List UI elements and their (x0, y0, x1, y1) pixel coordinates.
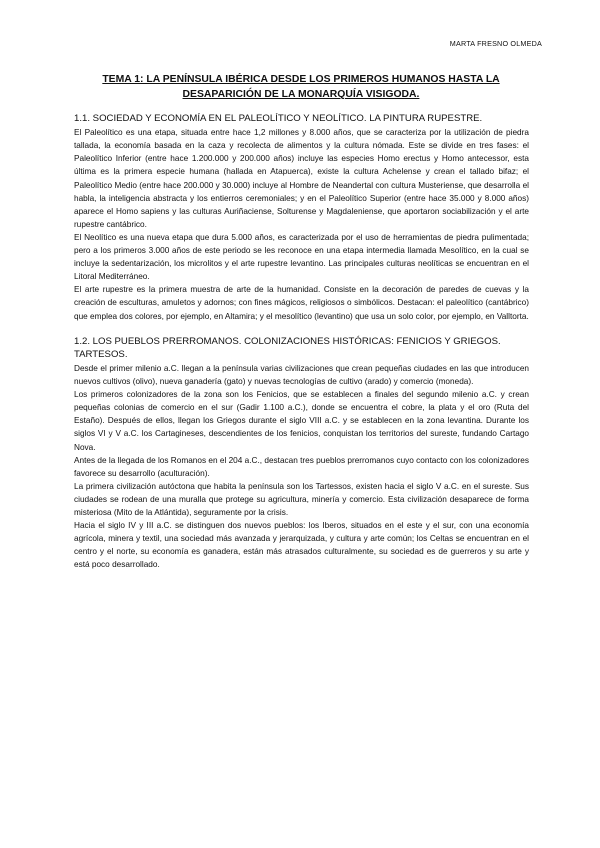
section-paleolitico-neolitico (74, 112, 529, 323)
document-body (74, 112, 529, 572)
paragraph-paleolitico: El Paleolítico es una etapa, situada entre hace 1,2 millones y 8.000 años, que se caracteriza por la utilización de piedra tallada, la economía basada en la caza y recolecta de alimentos y la cultura nómada. Este se divide en tres fases: el Paleolítico Inferior (entre hace 1.200.000 y 200.000 años) incluye las especies Homo erectus y Homo antecessor, esta última es la primera especie humana (hallada en Atapuerca), existe la cultura Achelense y crean el tallado bifaz; el Paleolítico Medio (entre hace 200.000 y 30.000) incluye al Hombre de Neandertal con cultura Musteriense, que desarrolla el habla, la inteligencia abstracta y los entierros ceremoniales; y en el Paleolítico Superior (entre hace 35.000 y 8.000 años) aparece el Homo sapiens y las culturas Auriñaciense, Solturense y Magdaleniense, que aportaron sociabilización y el arte rupestre cantábrico. (74, 128, 529, 229)
paragraph-tartessos: La primera civilización autóctona que habita la península son los Tartessos, existen hacia el siglo V a.C. en el sureste. Sus ciudades se rodean de una muralla que protege su agricultura, minería y comercio. Esta civilización desaparece de forma misteriosa (Mito de la Atlántida), seguramente por la crisis. (74, 481, 529, 518)
paragraph-romanos: Antes de la llegada de los Romanos en el 204 a.C., destacan tres pueblos prerromanos cuyo contacto con los colonizadores favorece su desarrollo (aculturación). (74, 455, 529, 478)
paragraph-primer-milenio: Desde el primer milenio a.C. llegan a la península varias civilizaciones que crean pequeñas ciudades en las que introducen nuevos cultivos (olivo), nueva ganadería (gato) y nuevas tecnologías de cultivo (arado) y comercio (moneda). (74, 364, 529, 387)
paragraph-fenicios: Los primeros colonizadores de la zona son los Fenicios, que se establecen a finales del segundo milenio a.C. y crean pequeñas colonias de comercio en el sur (Gadir 1.100 a.C.), donde se encuentra el cobre, la plata y el oro (Ruta del Estaño). Después de ellos, llegan los Griegos durante el siglo VIII a.C. y se establecen en la zona levantina. Durante los siglos VI y V a.C. los Cartagineses, descendientes de los fenicios, conquistan los territorios del sureste, fundando Cartago Nova. (74, 390, 529, 452)
section-spacer (74, 323, 529, 335)
paragraph-neolitico: El Neolítico es una nueva etapa que dura 5.000 años, es caracterizada por el uso de herramientas de piedra pulimentada; pero a los primeros 3.000 años de este periodo se les reconoce en una etapa intermedia llamada Mesolítico, en la cual se incluye la sedentarización, los microlitos y el arte rupestre levantino. Las principales culturas neolíticas se encuentran en el Litoral Mediterráneo. (74, 232, 529, 282)
paragraph-arte-rupestre: El arte rupestre es la primera muestra de arte de la humanidad. Consiste en la decoración de paredes de cuevas y la creación de esculturas, amuletos y adornos; con fines mágicos, religiosos o simbólicos. Destacan: el paleolítico (cantábrico) que emplea dos colores, por ejemplo, en Altamira; y el mesolítico (levantino) que usa un solo color, por ejemplo, en Valltorta. (74, 285, 529, 321)
author-name: MARTA FRESNO OLMEDA (449, 39, 542, 48)
section-heading: 1.2. LOS PUEBLOS PRERROMANOS. COLONIZACIONES HISTÓRICAS: FENICIOS Y GRIEGOS. TARTESOS. (74, 335, 501, 360)
document-title: TEMA 1: LA PENÍNSULA IBÉRICA DESDE LOS PRIMEROS HUMANOS HASTA LA DESAPARICIÓN DE LA MONARQUÍA VISIGODA. (102, 74, 500, 100)
paragraph-iberos-celtas: Hacia el siglo IV y III a.C. se distinguen dos nuevos pueblos: los Iberos, situados en el este y el sur, con una economía agrícola, minera y textil, una sociedad más avanzada y jerarquizada, y cultura y arte común; los Celtas se encuentran en el centro y el norte, su economía es ganadera, están más atrasados culturalmente, su sociedad es de guerreros y su arte y está poco desarrollado. (74, 521, 529, 570)
section-pueblos-prerromanos (74, 335, 529, 572)
section-heading: 1.1. SOCIEDAD Y ECONOMÍA EN EL PALEOLÍTICO Y NEOLÍTICO. LA PINTURA RUPESTRE. (74, 113, 483, 124)
